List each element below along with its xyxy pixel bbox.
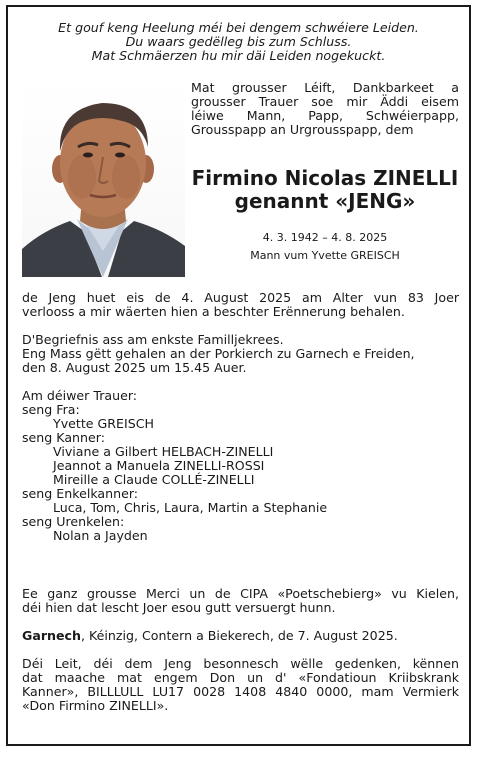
group-label: seng Urenkelen: [22,514,125,529]
mourners-list [22,389,459,543]
text-line: déi hien dat lescht Joer esou gutt versuergt hunn. [22,600,336,615]
intro-line: Grousspapp an Urgrousspapp, dem [191,122,414,137]
death-announcement [22,291,459,319]
verse-line: Du waars gedëlleg bis zum Schluss. [125,34,352,49]
group-label: seng Kanner: [22,430,105,445]
text-line: Déi Leit, déi dem Jeng besonnesch wëlle gedenken, kënnen [22,656,459,671]
mourner: Viviane a Gilbert HELBACH-ZINELLI [53,444,274,459]
spouse-line: Mann vum Yvette GREISCH [250,249,400,262]
text-line: Eng Mass gëtt gehalen an der Porkierch zu Garnech e Freiden, [22,346,415,361]
place-date [22,629,459,643]
text-line: de Jeng huet eis de 4. August 2025 am Alter vun 83 Joer [22,290,459,305]
intro-line: léiwe Mann, Papp, Schwéierpapp, [191,108,459,123]
text-line: «Don Firmino ZINELLI». [22,698,169,713]
verse-line: Et gouf keng Heelung méi bei dengem schwéiere Leiden. [58,20,419,35]
mourner: Luca, Tom, Chris, Laura, Martin a Stephanie [53,500,328,515]
deceased-name [191,167,459,213]
text-line: dat maache mat engem Don un d' «Fondatioun Kriibskrank [22,670,459,685]
memorial-verse [8,21,469,63]
text-line: den 8. August 2025 um 15.45 Auer. [22,360,247,375]
obituary-notice [6,5,471,746]
place-rest: , Kéinzig, Contern a Biekerech, de 7. August 2025. [80,628,398,643]
thanks-text [22,587,459,615]
intro-line: grousser Trauer soe mir Äddi eisem [191,94,459,109]
full-name: Firmino Nicolas ZINELLI [191,166,459,190]
mourner: Mireille a Claude COLLÉ-ZINELLI [53,472,255,487]
mourner: Jeannot a Manuela ZINELLI-ROSSI [53,458,265,473]
text-line: D'Begriefnis ass am enkste Familljekrees. [22,332,284,347]
group-label: seng Fra: [22,402,80,417]
mourner: Nolan a Jayden [53,528,148,543]
intro-text [191,81,459,137]
nickname: genannt «JENG» [234,189,416,213]
text-line: verlooss a mir wäerten hien a beschter Erënnerung behalen. [22,304,405,319]
mourners-heading: Am déiwer Trauer: [22,388,138,403]
intro-line: Mat grousser Léift, Dankbarkeet a [191,80,459,95]
group-label: seng Enkelkanner: [22,486,139,501]
text-line: Ee ganz grousse Merci un de CIPA «Poetschebierg» vu Kielen, [22,586,459,601]
place-name: Garnech [22,628,81,643]
life-dates: 4. 3. 1942 – 4. 8. 2025 [262,231,388,244]
donation-text [22,657,459,713]
text-line: Kanner», BILLLULL LU17 0028 1408 4840 0000, mam Vermierk [22,684,459,699]
verse-line: Mat Schmäerzen hu mir däi Leiden nogekuckt. [91,48,386,63]
text-line [22,629,459,643]
funeral-info [22,333,459,375]
portrait-photo [22,81,185,277]
mourner: Yvette GREISCH [53,416,154,431]
